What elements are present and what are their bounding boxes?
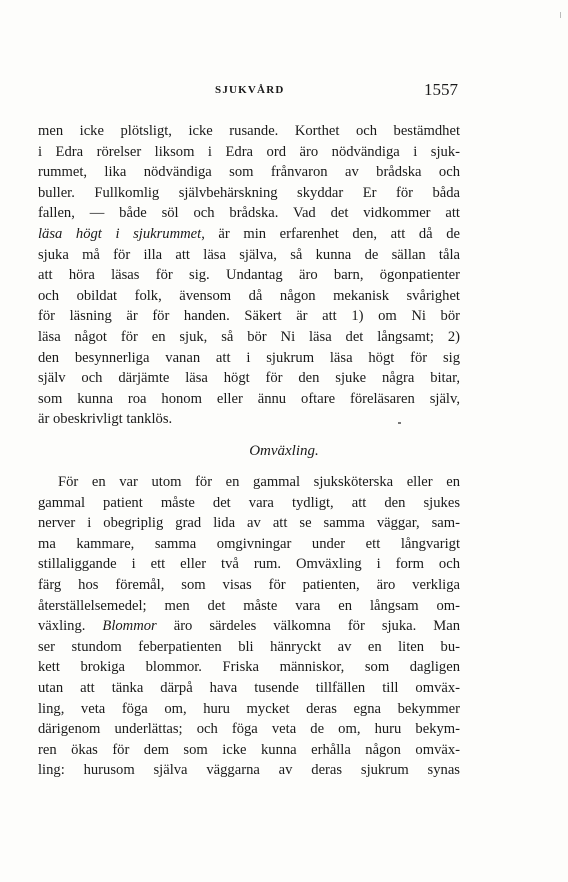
text-line: men icke plötsligt, icke rusande. Korthet och bestämdhet	[38, 123, 460, 139]
text-line: och obildat folk, ävensom då någon mekanisk svårighet	[38, 287, 460, 304]
text-line: läsa något för en sjuk, så bör Ni läsa det långsamt; 2)	[38, 328, 460, 345]
text-line: därigenom underlättas; och föga veta de om, huru bekym-	[38, 721, 460, 738]
paragraph-reading-aloud	[38, 121, 460, 430]
text-line: utan att tänka därpå hava tusende tillfällen till omväx-	[38, 679, 460, 696]
section-heading: Omväxling.	[249, 443, 319, 459]
text-line: sjuka må för illa att läsa själva, så kunna de sällan tåla	[38, 246, 460, 263]
text-line: gammal patient måste det vara tydligt, att den sjukes	[38, 494, 460, 511]
text-line: stillaliggande i ett eller två rum. Omväxling i form och	[38, 556, 460, 573]
text-line: buller. Fullkomlig självbehärskning skyddar Er för båda	[38, 184, 460, 201]
text-line: ser stundom feberpatienten bli hänryckt av en liten bu-	[38, 638, 460, 655]
text-line: att höra läsas för sig. Undantag äro barn, ögonpatienter	[38, 267, 460, 284]
text-line: För en var utom för en gammal sjuksköterska eller en	[58, 474, 460, 490]
text-line: den besynnerliga vanan att i sjukrum läsa högt för sig	[38, 349, 460, 366]
italic-emphasis: läsa högt i sjukrummet	[38, 225, 202, 242]
text-line: kett brokiga blommor. Friska människor, som dagligen	[38, 659, 460, 676]
text-line: ma kammare, samma omgivningar under ett långvarigt	[38, 535, 460, 552]
text-line: nerver i obegriplig grad lida av att se samma väggar, sam-	[38, 515, 460, 532]
page-number: 1557	[424, 80, 458, 99]
text-line: i Edra rörelser liksom i Edra ord äro nödvändiga i sjuk-	[38, 143, 460, 160]
text-line: läsa högt i sjukrummet, är min erfarenhet den, att då de	[38, 225, 460, 242]
text-line: själv och därjämte läsa högt för den sjuke några bitar,	[38, 370, 460, 387]
text-line: är obeskrivligt tanklös.	[38, 411, 173, 428]
page-header	[40, 80, 462, 102]
italic-emphasis: Blommor	[102, 618, 157, 635]
text-line: färg hos föremål, som visas för patienten, äro verkliga	[38, 576, 460, 593]
paragraph-variation	[38, 472, 460, 781]
text-line: fallen, — både söl och brådska. Vad det vidkommer att	[38, 205, 460, 222]
text-line: för läsning är för handen. Säkert är att 1) om Ni bör	[38, 308, 460, 325]
text-line: rummet, lika nödvändiga som frånvaron av brådska och	[38, 164, 460, 181]
text-line: som kunna roa honom eller ännu oftare föreläsaren själv,	[38, 390, 460, 407]
text-line: återställelsemedel; men det måste vara en långsam om-	[38, 597, 460, 614]
ink-speck	[398, 422, 401, 424]
running-head: SJUKVÅRD	[215, 84, 285, 96]
scan-mark	[560, 12, 561, 18]
text-line: växling. Blommor äro särdeles välkomna för sjuka. Man	[38, 618, 460, 635]
text-line: ling, veta föga om, huru mycket deras egna bekymmer	[38, 700, 460, 717]
text-line: ling: hurusom själva väggarna av deras sjukrum synas	[38, 762, 460, 779]
text-line: ren ökas för dem som icke kunna erhålla någon omväx-	[38, 741, 460, 758]
